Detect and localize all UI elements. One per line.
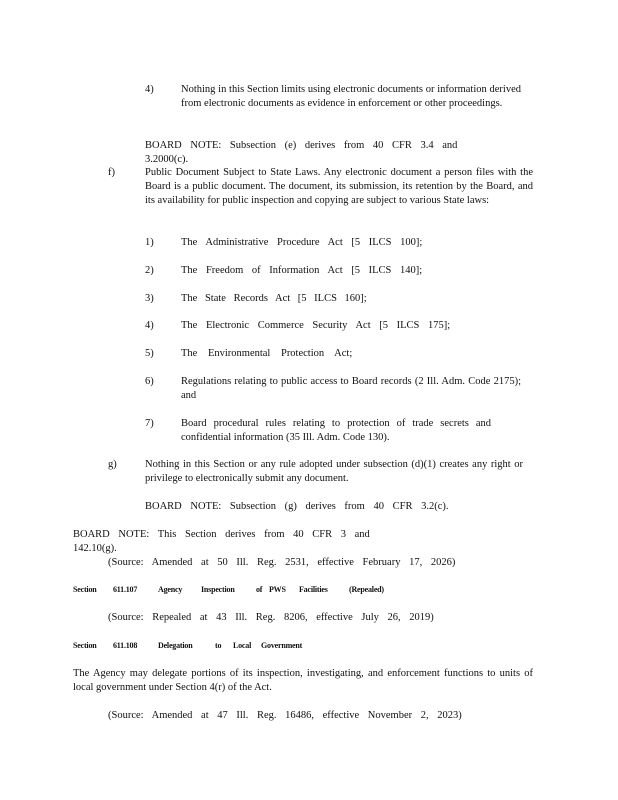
section-title-word: to: [215, 641, 222, 650]
subsection-f-label: f): [108, 167, 115, 178]
section-title-word: (Repealed): [349, 585, 384, 594]
f-item-text: The Freedom of Information Act [5 ILCS 140];: [181, 265, 423, 276]
f-item-text: The State Records Act [5 ILCS 160];: [181, 293, 367, 304]
section-title-word: Inspection: [201, 585, 235, 594]
section-title-word: Agency: [158, 585, 183, 594]
f-item-text: The Electronic Commerce Security Act [5 ILCS 175];: [181, 320, 451, 331]
item-4-number: 4): [145, 84, 154, 95]
subsection-f-text: Public Document Subject to State Laws. Any electronic document a person files with the Board is a public document. The document, its submission, its retention by the Board, and its availability for public inspection and copying are subject to various State laws:: [145, 167, 533, 206]
delegation-paragraph: The Agency may delegate portions of its inspection, investigating, and enforcement functions to units of local government under Section 4(r) of the Act.: [73, 668, 533, 693]
f-item-text: The Environmental Protection Act;: [181, 348, 353, 359]
f-item-number: 6): [145, 376, 154, 387]
section-number: 611.108: [113, 641, 138, 650]
board-note-section: BOARD NOTE: This Section derives from 40 CFR 3 and 142.10(g).: [73, 529, 370, 554]
section-word: Section: [73, 641, 97, 650]
section-611-107-heading: [73, 584, 473, 596]
section-title-word: PWS: [269, 585, 286, 594]
section-title-word: Government: [261, 641, 303, 650]
f-item-number: 7): [145, 418, 154, 429]
item-4-text: Nothing in this Section limits using electronic documents or information derived from electronic documents as evidence in enforcement or other proceedings.: [181, 84, 521, 109]
source-note: (Source: Repealed at 43 Ill. Reg. 8206, effective July 26, 2019): [108, 612, 434, 623]
section-title-word: of: [256, 585, 263, 594]
f-item-number: 5): [145, 348, 154, 359]
f-item-text: The Administrative Procedure Act [5 ILCS 100];: [181, 237, 423, 248]
section-title-word: Facilities: [299, 585, 328, 594]
section-word: Section: [73, 585, 97, 594]
f-item-number: 1): [145, 237, 154, 248]
board-note-g: BOARD NOTE: Subsection (g) derives from 40 CFR 3.2(c).: [145, 501, 449, 512]
f-item-number: 2): [145, 265, 154, 276]
section-title-word: Local: [233, 641, 252, 650]
source-note: (Source: Amended at 50 Ill. Reg. 2531, effective February 17, 2026): [108, 557, 456, 568]
section-number: 611.107: [113, 585, 138, 594]
f-item-text: Board procedural rules relating to protection of trade secrets and confidential information (35 Ill. Adm. Code 130).: [181, 418, 491, 443]
f-item-number: 4): [145, 320, 154, 331]
section-611-108-heading: [73, 640, 473, 652]
section-title-word: Delegation: [158, 641, 193, 650]
subsection-g-label: g): [108, 459, 117, 470]
subsection-g-text: Nothing in this Section or any rule adopted under subsection (d)(1) creates any right or privilege to electronically submit any document.: [145, 459, 523, 484]
source-note: (Source: Amended at 47 Ill. Reg. 16486, effective November 2, 2023): [108, 710, 462, 721]
f-item-number: 3): [145, 293, 154, 304]
board-note-e: BOARD NOTE: Subsection (e) derives from 40 CFR 3.4 and 3.2000(c).: [145, 140, 458, 165]
f-item-text: Regulations relating to public access to Board records (2 Ill. Adm. Code 2175); and: [181, 376, 521, 401]
